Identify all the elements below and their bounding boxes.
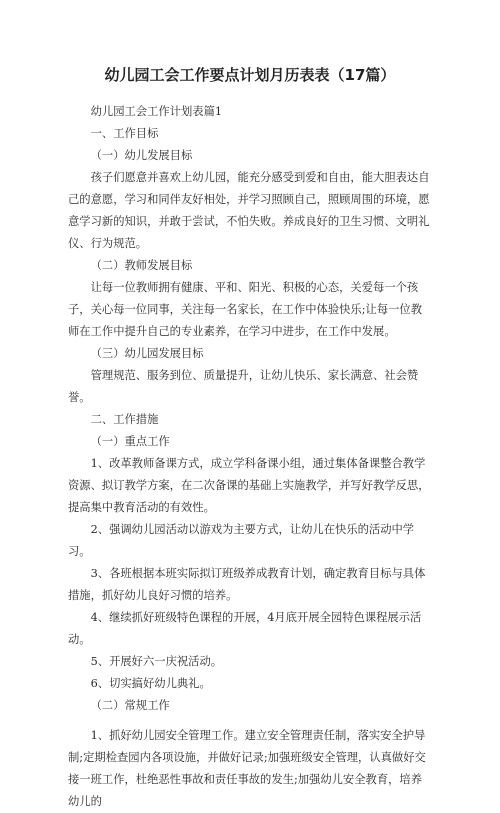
body-paragraph: 3、各班根据本班实际拟订班级养成教育计划，确定教育目标与具体措施，抓好幼儿良好习惯的培养。: [68, 567, 426, 602]
body-paragraph: 5、开展好六一庆祝活动。: [90, 655, 223, 668]
body-paragraph: 1、抓好幼儿园安全管理工作。建立安全管理责任制，落实安全护导制;定期检查园内各项设施，并做好记录;加强班级安全管理，认真做好交接一班工作，杜绝恶性事故和责任事故的发生;加强幼儿安全教育，培养幼儿的: [68, 729, 426, 808]
body-paragraph: 管理规范、服务到位、质量提升，让幼儿快乐、家长满意、社会赞誉。: [68, 369, 419, 404]
heading-level-2: （一）重点工作: [90, 435, 170, 448]
heading-level-2: （三）幼儿园发展目标: [90, 347, 204, 360]
heading-level-1: 二、工作措施: [90, 413, 159, 426]
heading-level-2: （一）幼儿发展目标: [90, 149, 193, 162]
heading-level-1: 一、工作目标: [90, 127, 159, 140]
body-paragraph: 孩子们愿意并喜欢上幼儿园，能充分感受到爱和自由，能大胆表达自己的意愿，学习和同伴友好相处，并学习照顾自己，照顾周围的环境，愿意学习新的知识，并敢于尝试，不怕失败。养成良好的卫生习惯、文明礼仪、行为规范。: [68, 171, 430, 250]
body-paragraph: 2、强调幼儿园活动以游戏为主要方式，让幼儿在快乐的活动中学习。: [68, 523, 415, 558]
heading-level-2: （二）教师发展目标: [90, 259, 193, 272]
section-heading: 幼儿园工会工作计划表篇1: [90, 105, 223, 118]
body-paragraph: 4、继续抓好班级特色课程的开展，4月底开展全园特色课程展示活动。: [68, 611, 422, 646]
body-paragraph: 6、切实搞好幼儿典礼。: [90, 677, 211, 690]
document-body: [68, 101, 432, 813]
body-paragraph: 1、改革教师备课方式，成立学科备课小组，通过集体备课整合教学资源、拟订教学方案，在二次备课的基础上实施教学，并写好教学反思，提高集中教育活动的有效性。: [68, 457, 430, 514]
paragraph-gap: [68, 717, 432, 725]
body-paragraph: 让每一位教师拥有健康、平和、阳光、积极的心态，关爱每一个孩子，关心每一位同事，关注每一名家长，在工作中体验快乐;让每一位教师在工作中提升自己的专业素养，在学习中进步，在工作中发展。: [68, 281, 423, 338]
heading-level-2: （二）常规工作: [90, 699, 170, 712]
document-title: 幼儿园工会工作要点计划月历表表（17篇）: [104, 66, 396, 84]
